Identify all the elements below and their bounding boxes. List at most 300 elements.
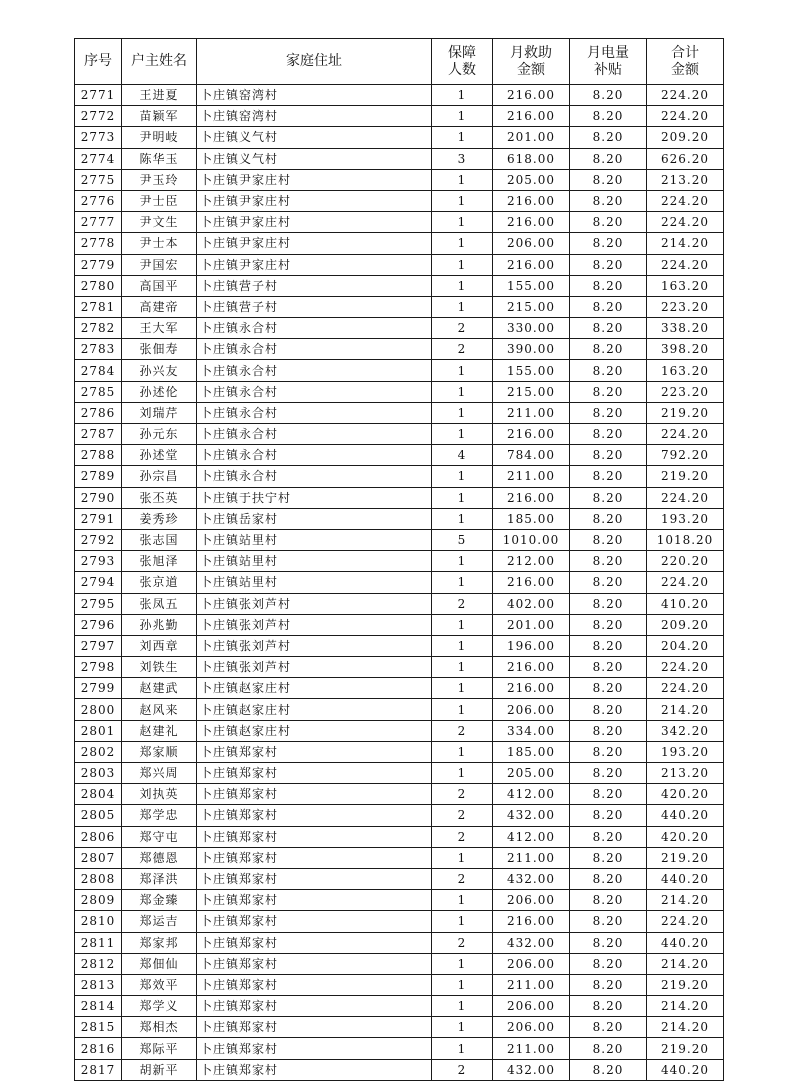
cell-total: 792.20	[647, 445, 724, 466]
cell-address: 卜庄镇赵家庄村	[197, 678, 432, 699]
cell-people: 1	[432, 254, 493, 275]
cell-seq: 2814	[75, 996, 122, 1017]
table-row	[75, 254, 724, 275]
cell-name: 郑守屯	[122, 826, 197, 847]
cell-total: 209.20	[647, 127, 724, 148]
cell-aid: 216.00	[493, 85, 570, 106]
table-row	[75, 508, 724, 529]
cell-aid: 206.00	[493, 996, 570, 1017]
cell-total: 219.20	[647, 402, 724, 423]
cell-aid: 206.00	[493, 890, 570, 911]
cell-address: 卜庄镇义气村	[197, 148, 432, 169]
cell-total: 342.20	[647, 720, 724, 741]
cell-seq: 2783	[75, 339, 122, 360]
cell-name: 陈华玉	[122, 148, 197, 169]
cell-total: 224.20	[647, 212, 724, 233]
cell-seq: 2815	[75, 1017, 122, 1038]
cell-total: 214.20	[647, 233, 724, 254]
cell-total: 224.20	[647, 424, 724, 445]
cell-seq: 2796	[75, 614, 122, 635]
cell-total: 204.20	[647, 635, 724, 656]
table-row	[75, 127, 724, 148]
cell-power: 8.20	[570, 169, 647, 190]
cell-address: 卜庄镇郑家村	[197, 826, 432, 847]
cell-power: 8.20	[570, 85, 647, 106]
cell-address: 卜庄镇郑家村	[197, 1017, 432, 1038]
cell-people: 1	[432, 996, 493, 1017]
cell-seq: 2784	[75, 360, 122, 381]
cell-seq: 2801	[75, 720, 122, 741]
cell-seq: 2774	[75, 148, 122, 169]
cell-total: 224.20	[647, 572, 724, 593]
cell-address: 卜庄镇永合村	[197, 466, 432, 487]
cell-power: 8.20	[570, 551, 647, 572]
cell-address: 卜庄镇郑家村	[197, 911, 432, 932]
cell-seq: 2782	[75, 318, 122, 339]
cell-aid: 216.00	[493, 657, 570, 678]
cell-aid: 216.00	[493, 254, 570, 275]
cell-total: 224.20	[647, 106, 724, 127]
cell-address: 卜庄镇张刘芦村	[197, 593, 432, 614]
cell-power: 8.20	[570, 190, 647, 211]
cell-name: 高国平	[122, 275, 197, 296]
cell-name: 郑际平	[122, 1038, 197, 1059]
table-row	[75, 826, 724, 847]
table-row	[75, 318, 724, 339]
cell-people: 2	[432, 826, 493, 847]
cell-aid: 206.00	[493, 699, 570, 720]
cell-aid: 216.00	[493, 424, 570, 445]
cell-address: 卜庄镇永合村	[197, 318, 432, 339]
cell-name: 高建帝	[122, 296, 197, 317]
cell-power: 8.20	[570, 508, 647, 529]
cell-address: 卜庄镇赵家庄村	[197, 699, 432, 720]
cell-name: 郑相杰	[122, 1017, 197, 1038]
cell-address: 卜庄镇永合村	[197, 360, 432, 381]
cell-name: 尹士本	[122, 233, 197, 254]
cell-people: 1	[432, 614, 493, 635]
cell-aid: 201.00	[493, 614, 570, 635]
cell-seq: 2807	[75, 847, 122, 868]
cell-people: 1	[432, 911, 493, 932]
cell-people: 1	[432, 275, 493, 296]
cell-people: 1	[432, 890, 493, 911]
cell-total: 209.20	[647, 614, 724, 635]
cell-people: 5	[432, 529, 493, 550]
cell-address: 卜庄镇郑家村	[197, 932, 432, 953]
table-row	[75, 635, 724, 656]
cell-people: 1	[432, 169, 493, 190]
cell-address: 卜庄镇永合村	[197, 445, 432, 466]
cell-people: 2	[432, 720, 493, 741]
cell-power: 8.20	[570, 127, 647, 148]
cell-total: 214.20	[647, 890, 724, 911]
table-row	[75, 657, 724, 678]
cell-people: 1	[432, 296, 493, 317]
cell-name: 郑德恩	[122, 847, 197, 868]
header-total: 合计 金额	[647, 39, 724, 85]
cell-aid: 215.00	[493, 296, 570, 317]
cell-people: 1	[432, 233, 493, 254]
cell-aid: 206.00	[493, 233, 570, 254]
cell-aid: 211.00	[493, 466, 570, 487]
table-row	[75, 953, 724, 974]
cell-total: 219.20	[647, 847, 724, 868]
cell-name: 张志国	[122, 529, 197, 550]
table-row	[75, 487, 724, 508]
cell-total: 338.20	[647, 318, 724, 339]
cell-aid: 211.00	[493, 1038, 570, 1059]
cell-power: 8.20	[570, 360, 647, 381]
header-address: 家庭住址	[197, 39, 432, 85]
cell-aid: 216.00	[493, 487, 570, 508]
cell-aid: 215.00	[493, 381, 570, 402]
cell-power: 8.20	[570, 445, 647, 466]
table-row	[75, 614, 724, 635]
cell-aid: 155.00	[493, 360, 570, 381]
cell-name: 郑金臻	[122, 890, 197, 911]
cell-seq: 2808	[75, 868, 122, 889]
cell-name: 赵建礼	[122, 720, 197, 741]
cell-address: 卜庄镇郑家村	[197, 996, 432, 1017]
cell-seq: 2812	[75, 953, 122, 974]
cell-power: 8.20	[570, 826, 647, 847]
cell-address: 卜庄镇尹家庄村	[197, 254, 432, 275]
cell-total: 224.20	[647, 85, 724, 106]
cell-power: 8.20	[570, 106, 647, 127]
cell-aid: 432.00	[493, 932, 570, 953]
cell-total: 163.20	[647, 360, 724, 381]
cell-total: 193.20	[647, 508, 724, 529]
cell-seq: 2795	[75, 593, 122, 614]
cell-name: 孙兆勤	[122, 614, 197, 635]
cell-address: 卜庄镇郑家村	[197, 784, 432, 805]
cell-aid: 1010.00	[493, 529, 570, 550]
cell-power: 8.20	[570, 805, 647, 826]
cell-name: 郑兴周	[122, 763, 197, 784]
cell-people: 1	[432, 487, 493, 508]
table-row	[75, 85, 724, 106]
cell-name: 郑家顺	[122, 741, 197, 762]
cell-name: 郑泽洪	[122, 868, 197, 889]
cell-people: 1	[432, 847, 493, 868]
cell-seq: 2778	[75, 233, 122, 254]
cell-total: 223.20	[647, 381, 724, 402]
header-people: 保障 人数	[432, 39, 493, 85]
cell-power: 8.20	[570, 890, 647, 911]
cell-name: 郑佃仙	[122, 953, 197, 974]
cell-aid: 211.00	[493, 974, 570, 995]
cell-address: 卜庄镇站里村	[197, 572, 432, 593]
cell-power: 8.20	[570, 466, 647, 487]
cell-people: 1	[432, 551, 493, 572]
cell-seq: 2787	[75, 424, 122, 445]
cell-address: 卜庄镇于扶宁村	[197, 487, 432, 508]
cell-aid: 330.00	[493, 318, 570, 339]
cell-seq: 2817	[75, 1059, 122, 1080]
cell-power: 8.20	[570, 763, 647, 784]
cell-name: 郑学义	[122, 996, 197, 1017]
cell-total: 224.20	[647, 254, 724, 275]
cell-total: 626.20	[647, 148, 724, 169]
cell-address: 卜庄镇尹家庄村	[197, 212, 432, 233]
cell-total: 214.20	[647, 1017, 724, 1038]
table-row	[75, 805, 724, 826]
cell-seq: 2802	[75, 741, 122, 762]
table-row	[75, 784, 724, 805]
cell-power: 8.20	[570, 699, 647, 720]
cell-seq: 2777	[75, 212, 122, 233]
cell-power: 8.20	[570, 1038, 647, 1059]
table-row	[75, 720, 724, 741]
cell-address: 卜庄镇永合村	[197, 339, 432, 360]
cell-total: 214.20	[647, 699, 724, 720]
cell-seq: 2811	[75, 932, 122, 953]
cell-seq: 2780	[75, 275, 122, 296]
cell-people: 2	[432, 318, 493, 339]
table-row	[75, 233, 724, 254]
cell-power: 8.20	[570, 254, 647, 275]
cell-name: 孙元东	[122, 424, 197, 445]
table-row	[75, 996, 724, 1017]
cell-people: 3	[432, 148, 493, 169]
cell-power: 8.20	[570, 614, 647, 635]
cell-seq: 2792	[75, 529, 122, 550]
cell-name: 尹国宏	[122, 254, 197, 275]
cell-aid: 390.00	[493, 339, 570, 360]
cell-people: 1	[432, 1017, 493, 1038]
cell-power: 8.20	[570, 381, 647, 402]
cell-people: 1	[432, 381, 493, 402]
cell-power: 8.20	[570, 1017, 647, 1038]
cell-aid: 432.00	[493, 805, 570, 826]
cell-power: 8.20	[570, 339, 647, 360]
table-row	[75, 868, 724, 889]
cell-total: 440.20	[647, 1059, 724, 1080]
cell-address: 卜庄镇郑家村	[197, 763, 432, 784]
cell-power: 8.20	[570, 953, 647, 974]
cell-power: 8.20	[570, 424, 647, 445]
cell-total: 398.20	[647, 339, 724, 360]
cell-address: 卜庄镇窑湾村	[197, 85, 432, 106]
cell-name: 赵建武	[122, 678, 197, 699]
cell-power: 8.20	[570, 657, 647, 678]
header-power: 月电量 补贴	[570, 39, 647, 85]
cell-power: 8.20	[570, 932, 647, 953]
cell-aid: 432.00	[493, 868, 570, 889]
cell-power: 8.20	[570, 402, 647, 423]
cell-people: 4	[432, 445, 493, 466]
cell-total: 219.20	[647, 1038, 724, 1059]
cell-address: 卜庄镇郑家村	[197, 847, 432, 868]
cell-address: 卜庄镇营子村	[197, 296, 432, 317]
cell-seq: 2803	[75, 763, 122, 784]
cell-address: 卜庄镇站里村	[197, 529, 432, 550]
cell-aid: 784.00	[493, 445, 570, 466]
cell-total: 224.20	[647, 657, 724, 678]
cell-total: 440.20	[647, 805, 724, 826]
cell-people: 2	[432, 784, 493, 805]
cell-seq: 2790	[75, 487, 122, 508]
cell-people: 2	[432, 1059, 493, 1080]
cell-total: 410.20	[647, 593, 724, 614]
table-row	[75, 466, 724, 487]
cell-aid: 206.00	[493, 1017, 570, 1038]
cell-address: 卜庄镇赵家庄村	[197, 720, 432, 741]
table-row	[75, 974, 724, 995]
cell-seq: 2809	[75, 890, 122, 911]
cell-seq: 2816	[75, 1038, 122, 1059]
cell-people: 1	[432, 466, 493, 487]
cell-aid: 205.00	[493, 763, 570, 784]
cell-people: 1	[432, 508, 493, 529]
cell-people: 1	[432, 635, 493, 656]
cell-seq: 2797	[75, 635, 122, 656]
cell-seq: 2799	[75, 678, 122, 699]
cell-total: 219.20	[647, 974, 724, 995]
header-aid: 月救助 金额	[493, 39, 570, 85]
cell-aid: 216.00	[493, 106, 570, 127]
cell-seq: 2805	[75, 805, 122, 826]
cell-aid: 196.00	[493, 635, 570, 656]
cell-people: 1	[432, 1038, 493, 1059]
cell-address: 卜庄镇义气村	[197, 127, 432, 148]
table-row	[75, 275, 724, 296]
cell-aid: 212.00	[493, 551, 570, 572]
cell-total: 214.20	[647, 953, 724, 974]
header-seq: 序号	[75, 39, 122, 85]
cell-power: 8.20	[570, 911, 647, 932]
cell-name: 郑效平	[122, 974, 197, 995]
cell-aid: 216.00	[493, 190, 570, 211]
cell-name: 张佃寿	[122, 339, 197, 360]
table-row	[75, 402, 724, 423]
cell-total: 224.20	[647, 678, 724, 699]
cell-seq: 2781	[75, 296, 122, 317]
cell-address: 卜庄镇郑家村	[197, 805, 432, 826]
cell-name: 刘执英	[122, 784, 197, 805]
cell-people: 1	[432, 85, 493, 106]
cell-people: 1	[432, 212, 493, 233]
table-row	[75, 1038, 724, 1059]
cell-seq: 2785	[75, 381, 122, 402]
table-row	[75, 551, 724, 572]
cell-power: 8.20	[570, 974, 647, 995]
table-row	[75, 741, 724, 762]
cell-name: 赵风来	[122, 699, 197, 720]
cell-seq: 2791	[75, 508, 122, 529]
cell-seq: 2793	[75, 551, 122, 572]
cell-address: 卜庄镇营子村	[197, 275, 432, 296]
table-body	[75, 85, 724, 1081]
cell-power: 8.20	[570, 233, 647, 254]
cell-name: 郑运吉	[122, 911, 197, 932]
table-row	[75, 445, 724, 466]
cell-aid: 216.00	[493, 572, 570, 593]
cell-name: 王进夏	[122, 85, 197, 106]
table-row	[75, 1017, 724, 1038]
cell-address: 卜庄镇永合村	[197, 402, 432, 423]
cell-seq: 2806	[75, 826, 122, 847]
cell-total: 440.20	[647, 932, 724, 953]
cell-name: 刘铁生	[122, 657, 197, 678]
table-row	[75, 169, 724, 190]
cell-name: 张丕英	[122, 487, 197, 508]
cell-aid: 216.00	[493, 911, 570, 932]
cell-seq: 2800	[75, 699, 122, 720]
cell-aid: 206.00	[493, 953, 570, 974]
table-row	[75, 572, 724, 593]
cell-seq: 2810	[75, 911, 122, 932]
cell-address: 卜庄镇郑家村	[197, 1059, 432, 1080]
table-row	[75, 529, 724, 550]
cell-address: 卜庄镇郑家村	[197, 741, 432, 762]
cell-power: 8.20	[570, 148, 647, 169]
cell-seq: 2771	[75, 85, 122, 106]
cell-total: 193.20	[647, 741, 724, 762]
table-row	[75, 360, 724, 381]
cell-seq: 2776	[75, 190, 122, 211]
cell-address: 卜庄镇永合村	[197, 381, 432, 402]
cell-name: 张凤五	[122, 593, 197, 614]
cell-aid: 412.00	[493, 826, 570, 847]
cell-seq: 2788	[75, 445, 122, 466]
cell-aid: 618.00	[493, 148, 570, 169]
cell-name: 孙宗昌	[122, 466, 197, 487]
cell-people: 1	[432, 657, 493, 678]
cell-power: 8.20	[570, 996, 647, 1017]
cell-aid: 211.00	[493, 847, 570, 868]
cell-people: 1	[432, 953, 493, 974]
cell-address: 卜庄镇张刘芦村	[197, 614, 432, 635]
cell-seq: 2798	[75, 657, 122, 678]
cell-total: 440.20	[647, 868, 724, 889]
cell-aid: 211.00	[493, 402, 570, 423]
cell-total: 214.20	[647, 996, 724, 1017]
table-row	[75, 932, 724, 953]
cell-people: 1	[432, 974, 493, 995]
cell-power: 8.20	[570, 487, 647, 508]
cell-people: 2	[432, 805, 493, 826]
table-row	[75, 424, 724, 445]
table-row	[75, 847, 724, 868]
cell-total: 223.20	[647, 296, 724, 317]
cell-name: 郑学忠	[122, 805, 197, 826]
table-row	[75, 148, 724, 169]
table-row	[75, 381, 724, 402]
cell-people: 2	[432, 932, 493, 953]
cell-people: 1	[432, 424, 493, 445]
cell-address: 卜庄镇岳家村	[197, 508, 432, 529]
cell-power: 8.20	[570, 318, 647, 339]
cell-seq: 2775	[75, 169, 122, 190]
table-row	[75, 593, 724, 614]
cell-aid: 402.00	[493, 593, 570, 614]
cell-address: 卜庄镇郑家村	[197, 974, 432, 995]
cell-people: 2	[432, 868, 493, 889]
table-row	[75, 678, 724, 699]
table-row	[75, 911, 724, 932]
cell-power: 8.20	[570, 296, 647, 317]
document-page	[74, 38, 724, 1081]
cell-total: 224.20	[647, 911, 724, 932]
cell-power: 8.20	[570, 868, 647, 889]
table-row	[75, 339, 724, 360]
cell-aid: 205.00	[493, 169, 570, 190]
cell-people: 2	[432, 593, 493, 614]
cell-power: 8.20	[570, 678, 647, 699]
cell-power: 8.20	[570, 847, 647, 868]
